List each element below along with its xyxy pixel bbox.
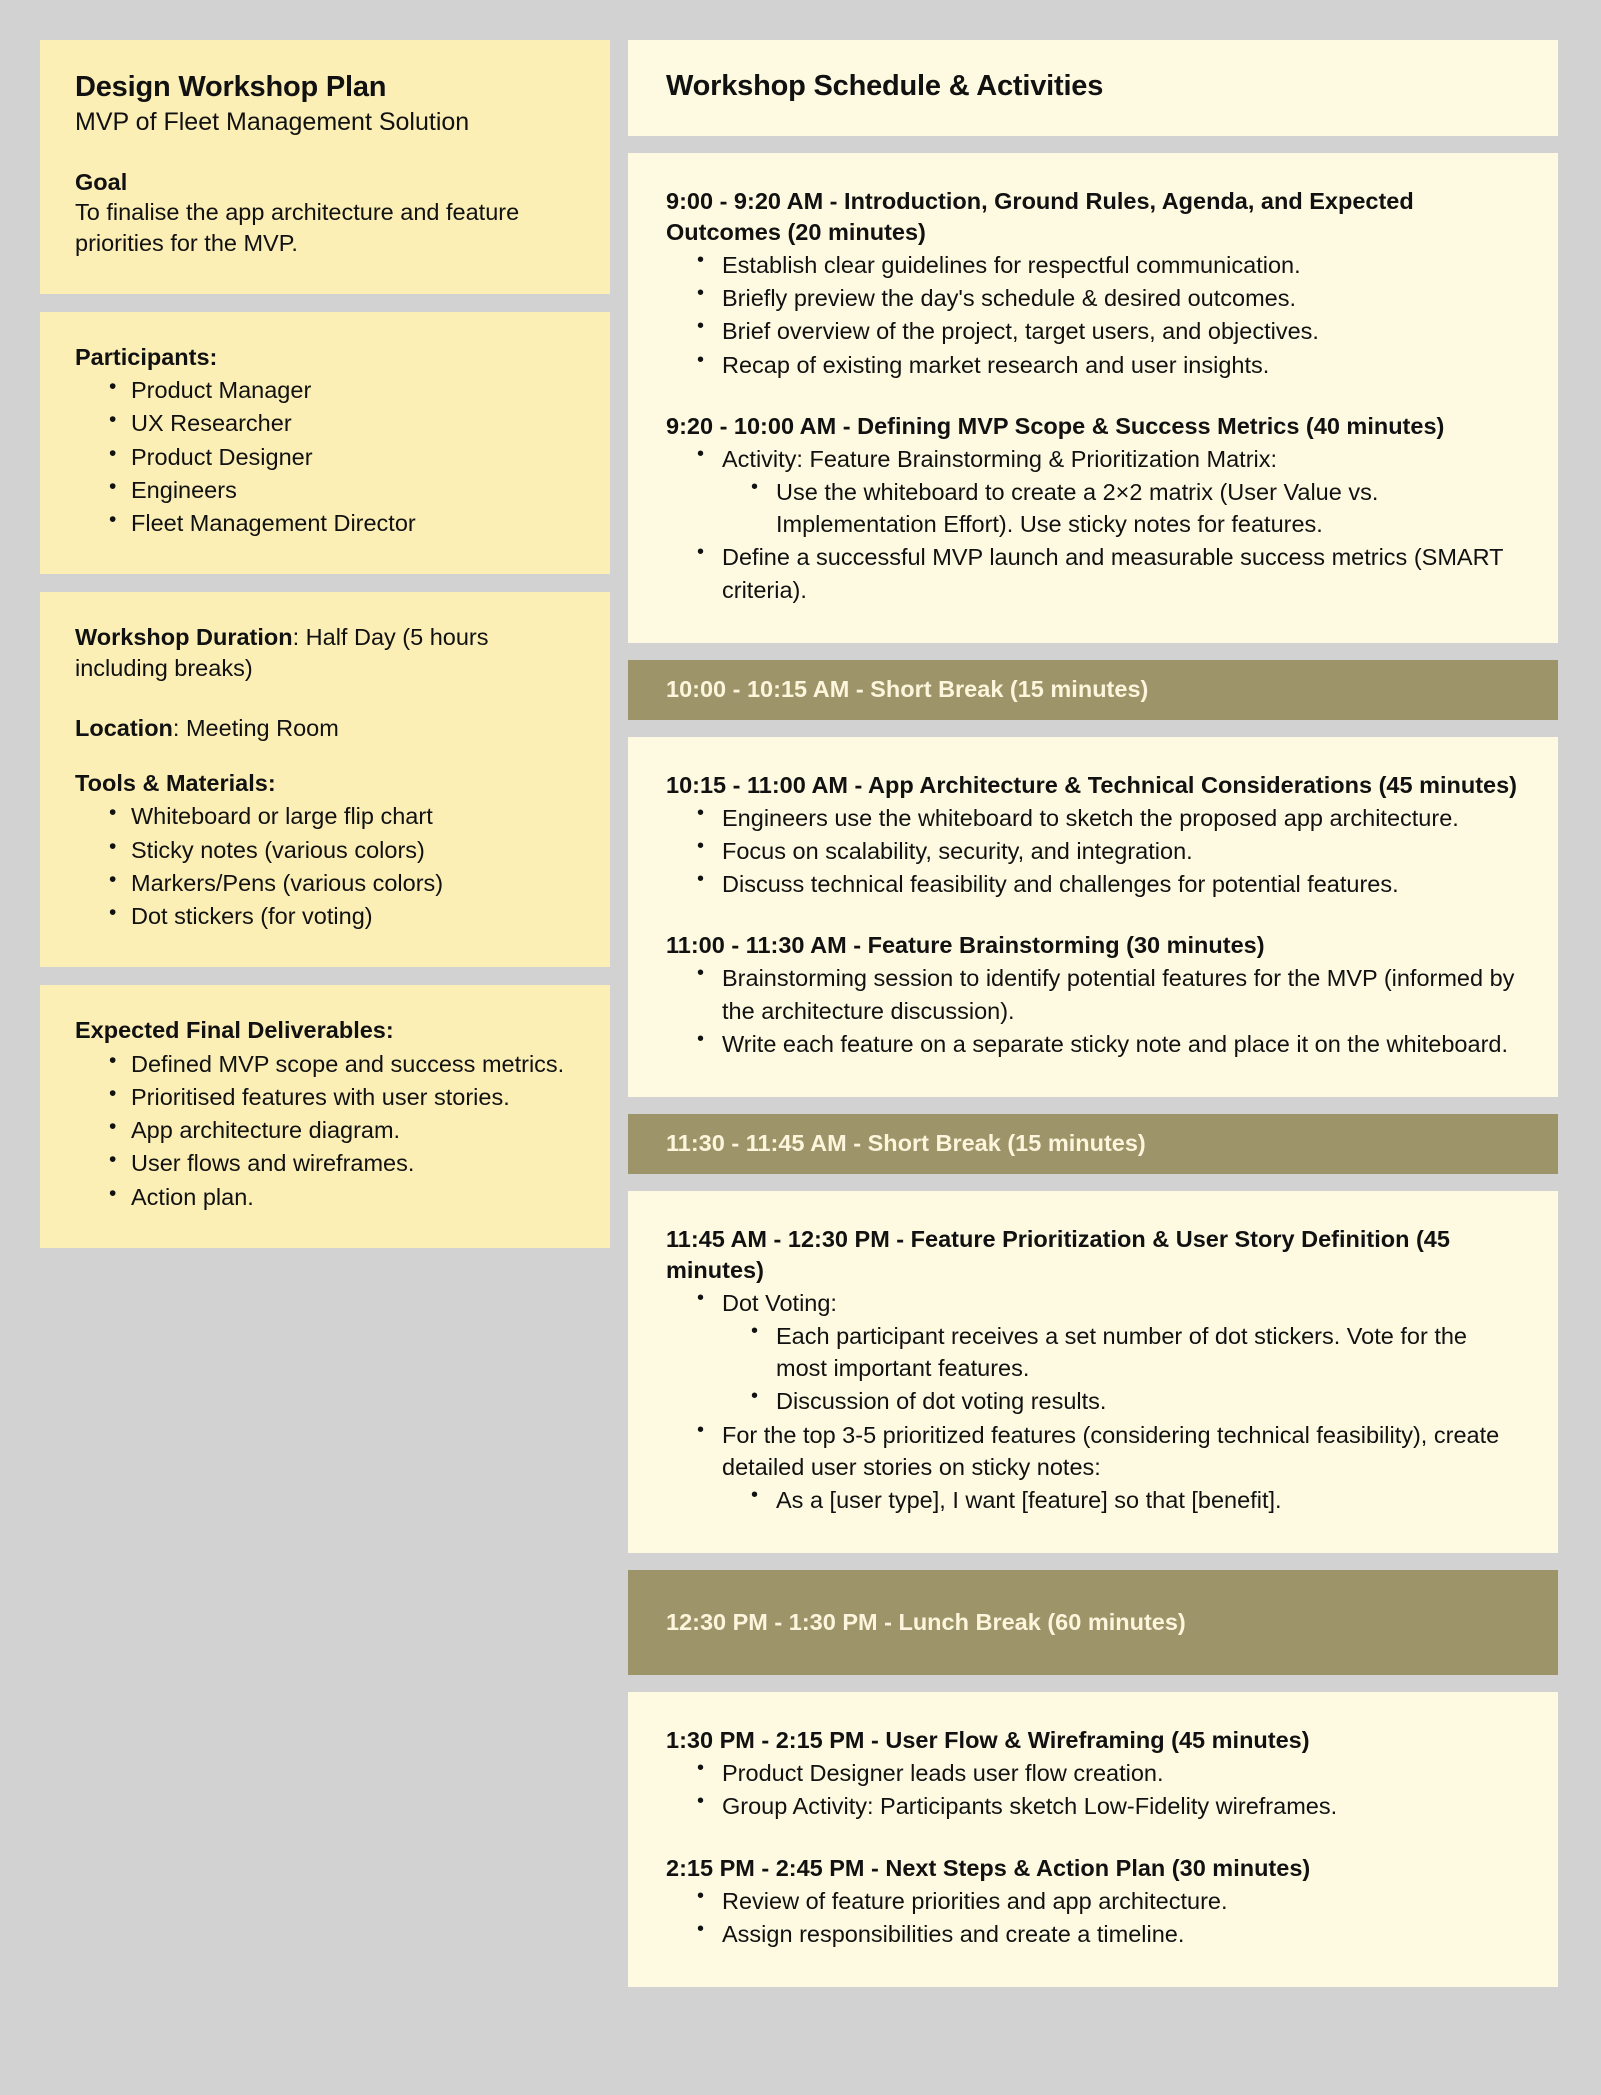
session-items [666,1757,1520,1822]
deliverables-heading: Expected Final Deliverables: [75,1017,394,1044]
page-subtitle: MVP of Fleet Management Solution [75,108,470,137]
deliverables-panel [40,985,610,1247]
session-title: 11:00 - 11:30 AM - Feature Brainstorming (30 minutes) [666,932,1265,959]
list-item: • Group Activity: Participants sketch Low-Fidelity wireframes. [697,1790,1520,1822]
list-item-text: Activity: Feature Brainstorming & Prioritization Matrix: [722,445,1278,472]
overview-column [40,40,610,1248]
tools-heading: Tools & Materials: [75,769,276,796]
list-item: • Product Designer leads user flow creation. [697,1757,1520,1789]
session-prioritization [666,1224,1520,1516]
list-item: • Fleet Management Director [109,507,575,539]
break-bar-late-morning [628,1114,1558,1174]
schedule-card-morning-1 [628,153,1558,643]
session-subitems [722,1320,1520,1418]
list-item: • Discussion of dot voting results. [751,1385,1520,1417]
location-value: : Meeting Room [172,714,339,741]
break-label: 12:30 PM - 1:30 PM - Lunch Break (60 minutes) [666,1609,1186,1636]
list-item-text: Dot Voting: [722,1289,837,1316]
list-item: • Establish clear guidelines for respectful communication. [697,249,1520,281]
session-subitems [722,1484,1520,1516]
session-title: 10:15 - 11:00 AM - App Architecture & Technical Considerations (45 minutes) [666,771,1517,798]
list-item: • Discuss technical feasibility and challenges for potential features. [697,868,1520,900]
list-item: • Dot stickers (for voting) [109,900,575,932]
list-item: • Engineers [109,474,575,506]
list-item: • User flows and wireframes. [109,1147,575,1179]
session-title: 9:20 - 10:00 AM - Defining MVP Scope & Success Metrics (40 minutes) [666,412,1445,439]
participants-list [75,374,575,539]
session-title: 2:15 PM - 2:45 PM - Next Steps & Action Plan (30 minutes) [666,1854,1311,1881]
participants-heading: Participants: [75,343,218,370]
participants-panel [40,312,610,574]
list-item-text: For the top 3-5 prioritized features (considering technical feasibility), create detailed user stories on sticky notes: [722,1421,1500,1480]
list-item: • App architecture diagram. [109,1114,575,1146]
session-title: 11:45 AM - 12:30 PM - Feature Prioritization & User Story Definition (45 minutes) [666,1225,1450,1283]
session-items [666,802,1520,901]
session-feature-brainstorming [666,930,1520,1060]
list-item: • Engineers use the whiteboard to sketch the proposed app architecture. [697,802,1520,834]
goal-text: To finalise the app architecture and feature priorities for the MVP. [75,199,520,257]
schedule-card-afternoon [628,1692,1558,1987]
schedule-card-prioritization [628,1191,1558,1553]
session-user-flow [666,1725,1520,1822]
session-architecture [666,770,1520,901]
session-title: 9:00 - 9:20 AM - Introduction, Ground Rules, Agenda, and Expected Outcomes (20 minutes) [666,188,1414,246]
schedule-title: Workshop Schedule & Activities [666,70,1104,102]
tools-list [75,800,575,932]
page-title: Design Workshop Plan [75,71,387,103]
logistics-panel [40,592,610,967]
list-item: • Defined MVP scope and success metrics. [109,1048,575,1080]
list-item: • Focus on scalability, security, and integration. [697,835,1520,867]
list-item: • Briefly preview the day's schedule & desired outcomes. [697,282,1520,314]
deliverables-list [75,1048,575,1213]
schedule-column [628,40,1558,1987]
list-item: • Prioritised features with user stories. [109,1081,575,1113]
location-label: Location [75,714,173,741]
break-label: 11:30 - 11:45 AM - Short Break (15 minutes) [666,1130,1146,1157]
list-item: • Use the whiteboard to create a 2×2 matrix (User Value vs. Implementation Effort). Use sticky notes for features. [751,476,1520,540]
list-item: • Whiteboard or large flip chart [109,800,575,832]
schedule-card-morning-2 [628,737,1558,1097]
list-item: • Markers/Pens (various colors) [109,867,575,899]
break-label: 10:00 - 10:15 AM - Short Break (15 minutes) [666,676,1149,703]
goal-heading: Goal [75,168,128,195]
list-item: • Recap of existing market research and user insights. [697,349,1520,381]
break-bar-morning [628,660,1558,720]
list-item [697,1287,1520,1418]
list-item: • Brief overview of the project, target users, and objectives. [697,315,1520,347]
session-items [666,962,1520,1060]
list-item: • UX Researcher [109,407,575,439]
session-intro [666,186,1520,381]
session-items [666,249,1520,381]
session-items [666,443,1520,606]
session-items [666,1885,1520,1950]
list-item: • Assign responsibilities and create a timeline. [697,1918,1520,1950]
break-bar-lunch [628,1570,1558,1675]
list-item: • Define a successful MVP launch and measurable success metrics (SMART criteria). [697,541,1520,605]
list-item: • Action plan. [109,1181,575,1213]
list-item [697,443,1520,541]
list-item: • Review of feature priorities and app architecture. [697,1885,1520,1917]
session-mvp-scope [666,411,1520,606]
plan-summary-panel [40,40,610,294]
list-item: • Each participant receives a set number of dot stickers. Vote for the most important features. [751,1320,1520,1384]
list-item [697,1419,1520,1517]
list-item: • As a [user type], I want [feature] so that [benefit]. [751,1484,1520,1516]
location [75,713,575,744]
list-item: • Brainstorming session to identify potential features for the MVP (informed by the architecture discussion). [697,962,1520,1026]
session-title: 1:30 PM - 2:15 PM - User Flow & Wireframing (45 minutes) [666,1727,1310,1754]
list-item: • Product Manager [109,374,575,406]
list-item: • Write each feature on a separate sticky note and place it on the whiteboard. [697,1028,1520,1060]
list-item: • Product Designer [109,441,575,473]
list-item: • Sticky notes (various colors) [109,834,575,866]
schedule-header [628,40,1558,136]
workshop-duration-value: : Half Day (5 hours including breaks) [75,624,489,682]
session-items [666,1287,1520,1516]
workshop-duration-label: Workshop Duration [75,624,293,651]
session-next-steps [666,1853,1520,1950]
workshop-duration [75,622,575,685]
session-subitems [722,476,1520,540]
